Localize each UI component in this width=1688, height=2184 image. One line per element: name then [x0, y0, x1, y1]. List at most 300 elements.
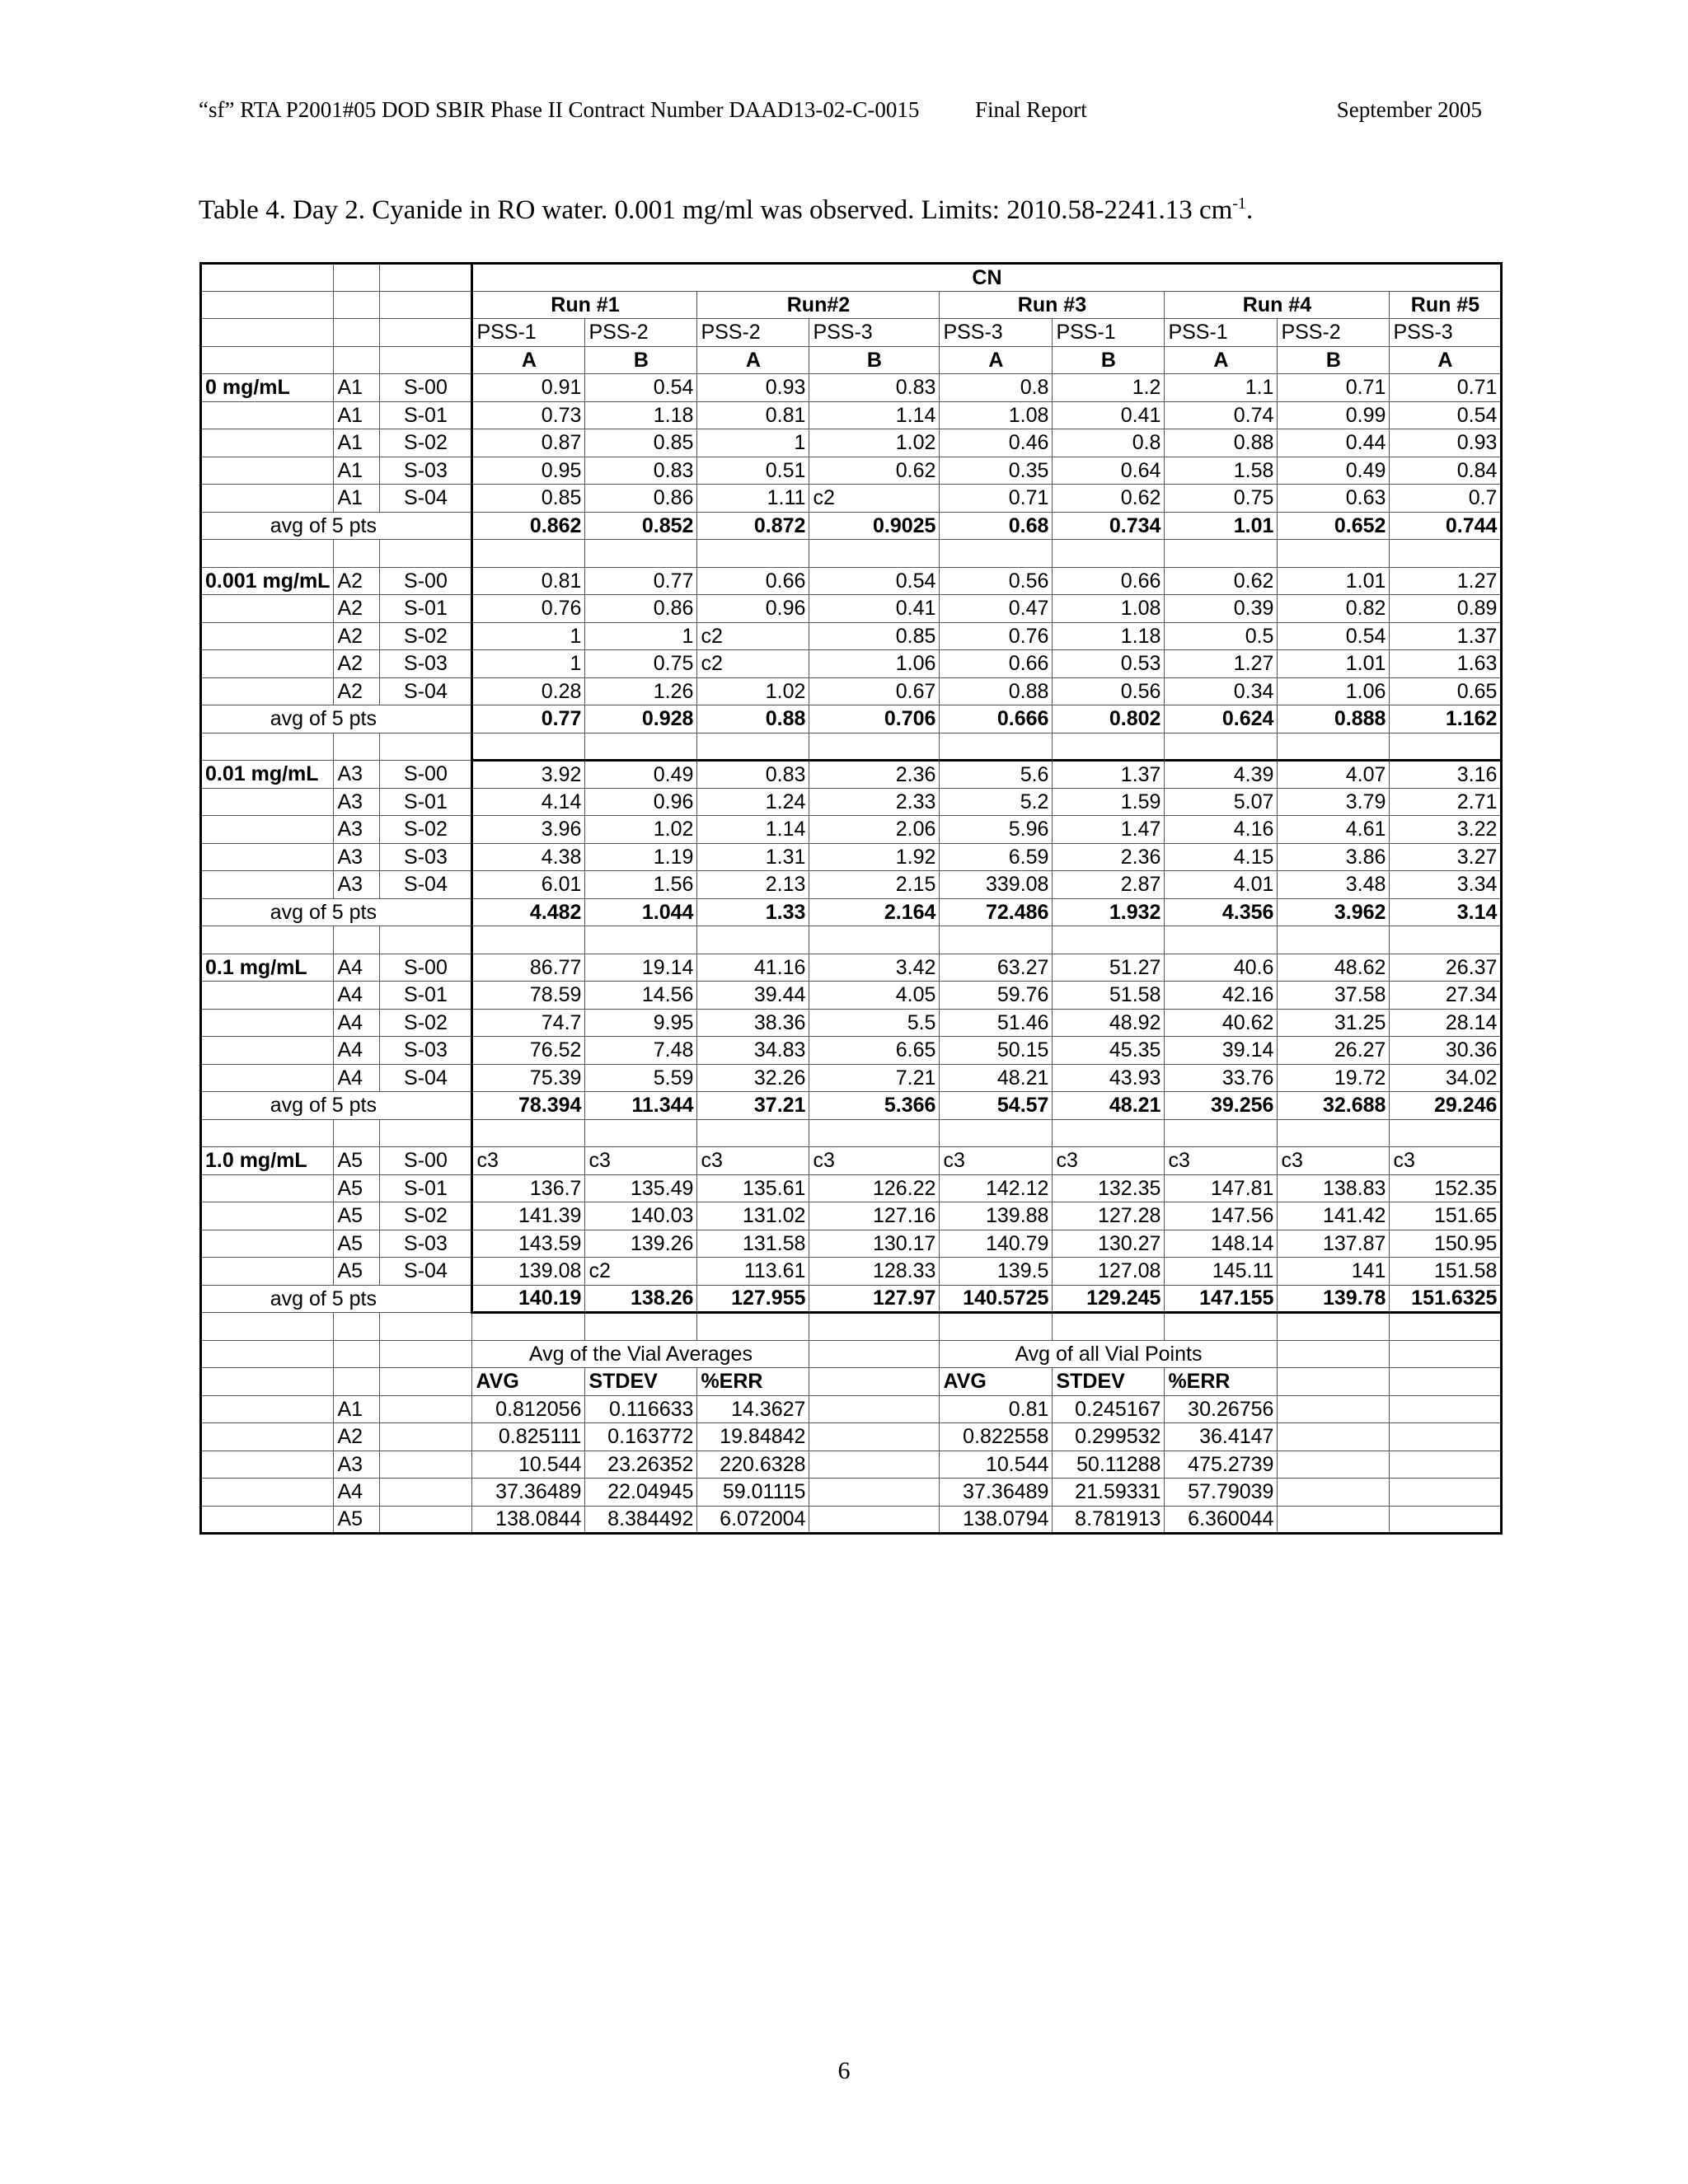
pss-header: PSS-3	[1390, 319, 1502, 347]
value-cell: 7.21	[809, 1064, 940, 1092]
value-cell: 0.77	[585, 567, 697, 595]
value-cell: 2.15	[809, 871, 940, 899]
value-cell: 59.76	[940, 982, 1053, 1010]
vial-cell: A4	[334, 954, 380, 982]
value-cell: 3.96	[472, 816, 585, 844]
vial-cell: A3	[334, 1451, 380, 1479]
vial-cell: A3	[334, 843, 380, 871]
value-cell: 9.95	[585, 1009, 697, 1037]
data-row	[201, 1230, 1502, 1258]
sample-cell: S-01	[380, 788, 472, 816]
summary-row	[201, 1479, 1502, 1507]
average-value: 1.33	[697, 898, 809, 926]
value-cell: 141.39	[472, 1202, 585, 1230]
summary-value: 0.81	[940, 1395, 1053, 1423]
empty-cell	[201, 401, 334, 429]
summary-value: 475.2739	[1165, 1451, 1278, 1479]
empty-cell	[1390, 1451, 1502, 1479]
value-cell: 0.41	[809, 595, 940, 623]
value-cell: 0.63	[1278, 485, 1390, 513]
empty-cell	[380, 291, 472, 319]
value-cell: 0.64	[1053, 457, 1165, 485]
value-cell: 3.92	[472, 761, 585, 789]
empty-cell	[380, 705, 472, 733]
avg-label: avg of 5 pts	[201, 1092, 380, 1120]
data-row	[201, 1064, 1502, 1092]
sample-cell: S-04	[380, 1258, 472, 1286]
value-cell: 0.66	[940, 650, 1053, 678]
value-cell: c3	[1053, 1147, 1165, 1175]
average-value: 3.14	[1390, 898, 1502, 926]
vial-cell: A2	[334, 650, 380, 678]
average-value: 127.97	[809, 1285, 940, 1313]
value-cell: 1.18	[1053, 622, 1165, 650]
value-cell: 0.34	[1165, 677, 1278, 705]
value-cell: 3.79	[1278, 788, 1390, 816]
vial-cell: A3	[334, 816, 380, 844]
value-cell: 1.01	[1278, 567, 1390, 595]
data-row	[201, 650, 1502, 678]
value-cell: 0.81	[697, 401, 809, 429]
sample-cell: S-04	[380, 485, 472, 513]
value-cell: 0.8	[940, 374, 1053, 402]
value-cell: c3	[1278, 1147, 1390, 1175]
empty-cell	[1278, 1506, 1390, 1534]
value-cell: 0.5	[1165, 622, 1278, 650]
value-cell: 132.35	[1053, 1174, 1165, 1202]
average-value: 0.888	[1278, 705, 1390, 733]
empty-cell	[201, 319, 334, 347]
value-cell: 1.01	[1278, 650, 1390, 678]
empty-cell	[334, 346, 380, 374]
average-value: 0.872	[697, 512, 809, 540]
value-cell: 19.14	[585, 954, 697, 982]
sample-cell: S-03	[380, 1230, 472, 1258]
empty-cell	[201, 1395, 334, 1423]
value-cell: 0.85	[585, 429, 697, 457]
value-cell: 0.71	[940, 485, 1053, 513]
run-header: Run #4	[1165, 291, 1390, 319]
value-cell: 127.16	[809, 1202, 940, 1230]
value-cell: 34.02	[1390, 1064, 1502, 1092]
summary-value: 0.163772	[585, 1423, 697, 1451]
empty-cell	[697, 1119, 809, 1147]
value-cell: 136.7	[472, 1174, 585, 1202]
sample-cell: S-00	[380, 1147, 472, 1175]
sample-cell: S-00	[380, 954, 472, 982]
empty-cell	[201, 1423, 334, 1451]
summary-row	[201, 1423, 1502, 1451]
ab-header: A	[940, 346, 1053, 374]
value-cell: 63.27	[940, 954, 1053, 982]
value-cell: 0.93	[1390, 429, 1502, 457]
summary-value: 8.384492	[585, 1506, 697, 1534]
value-cell: 1	[585, 622, 697, 650]
empty-cell	[201, 1064, 334, 1092]
value-cell: 0.56	[940, 567, 1053, 595]
summary-value: 10.544	[940, 1451, 1053, 1479]
average-value: 11.344	[585, 1092, 697, 1120]
value-cell: 0.83	[809, 374, 940, 402]
empty-cell	[201, 1479, 334, 1507]
value-cell: 130.27	[1053, 1230, 1165, 1258]
value-cell: 5.59	[585, 1064, 697, 1092]
vial-cell: A4	[334, 1009, 380, 1037]
empty-cell	[334, 926, 380, 954]
empty-cell	[380, 1119, 472, 1147]
average-value: 127.955	[697, 1285, 809, 1313]
empty-cell	[472, 1119, 585, 1147]
data-row	[201, 1037, 1502, 1065]
value-cell: 1.37	[1390, 622, 1502, 650]
value-cell: 131.02	[697, 1202, 809, 1230]
value-cell: 40.6	[1165, 954, 1278, 982]
pss-header: PSS-1	[1165, 319, 1278, 347]
empty-cell	[1165, 733, 1278, 761]
value-cell: 139.26	[585, 1230, 697, 1258]
value-cell: 1.08	[1053, 595, 1165, 623]
summary-value: 138.0844	[472, 1506, 585, 1534]
sample-cell: S-01	[380, 1174, 472, 1202]
empty-cell	[1390, 1395, 1502, 1423]
value-cell: 2.06	[809, 816, 940, 844]
empty-cell	[1165, 1313, 1278, 1341]
average-value: 0.744	[1390, 512, 1502, 540]
empty-cell	[1390, 540, 1502, 568]
sample-cell: S-01	[380, 595, 472, 623]
empty-cell	[1390, 1340, 1502, 1368]
value-cell: 0.71	[1390, 374, 1502, 402]
caption-tail: .	[1245, 195, 1254, 225]
empty-cell	[201, 1451, 334, 1479]
empty-cell	[1278, 1451, 1390, 1479]
summary-value: 0.299532	[1053, 1423, 1165, 1451]
summary-value: 6.360044	[1165, 1506, 1278, 1534]
empty-cell	[380, 319, 472, 347]
value-cell: 76.52	[472, 1037, 585, 1065]
value-cell: 4.39	[1165, 761, 1278, 789]
empty-cell	[380, 1479, 472, 1507]
value-cell: 0.46	[940, 429, 1053, 457]
empty-cell	[334, 1368, 380, 1396]
value-cell: 3.27	[1390, 843, 1502, 871]
empty-cell	[697, 1313, 809, 1341]
empty-cell	[809, 1340, 940, 1368]
value-cell: 0.49	[585, 761, 697, 789]
empty-cell	[809, 733, 940, 761]
value-cell: 40.62	[1165, 1009, 1278, 1037]
value-cell: 1.58	[1165, 457, 1278, 485]
empty-cell	[585, 1313, 697, 1341]
empty-cell	[809, 1479, 940, 1507]
value-cell: 39.44	[697, 982, 809, 1010]
vial-cell: A1	[334, 1395, 380, 1423]
value-cell: 28.14	[1390, 1009, 1502, 1037]
empty-cell	[1278, 1340, 1390, 1368]
empty-cell	[809, 1451, 940, 1479]
empty-cell	[201, 485, 334, 513]
summary-header: AVG	[940, 1368, 1053, 1396]
summary-value: 220.6328	[697, 1451, 809, 1479]
spacer-row	[201, 1313, 1502, 1341]
empty-cell	[472, 1313, 585, 1341]
value-cell: 1.47	[1053, 816, 1165, 844]
empty-cell	[697, 926, 809, 954]
concentration-label: 1.0 mg/mL	[201, 1147, 334, 1175]
empty-cell	[380, 264, 472, 292]
empty-cell	[334, 291, 380, 319]
value-cell: 127.28	[1053, 1202, 1165, 1230]
data-row	[201, 401, 1502, 429]
summary-value: 0.116633	[585, 1395, 697, 1423]
empty-cell	[201, 1313, 334, 1341]
ab-header: A	[697, 346, 809, 374]
value-cell: 4.61	[1278, 816, 1390, 844]
value-cell: 0.7	[1390, 485, 1502, 513]
empty-cell	[380, 926, 472, 954]
vial-cell: A1	[334, 429, 380, 457]
empty-cell	[697, 733, 809, 761]
value-cell: 37.58	[1278, 982, 1390, 1010]
empty-cell	[585, 1119, 697, 1147]
value-cell: 139.88	[940, 1202, 1053, 1230]
avg-label: avg of 5 pts	[201, 898, 380, 926]
summary-value: 37.36489	[940, 1479, 1053, 1507]
average-value: 78.394	[472, 1092, 585, 1120]
value-cell: 3.16	[1390, 761, 1502, 789]
empty-cell	[940, 540, 1053, 568]
value-cell: 1.14	[697, 816, 809, 844]
value-cell: c3	[1165, 1147, 1278, 1175]
average-row	[201, 512, 1502, 540]
value-cell: 48.62	[1278, 954, 1390, 982]
value-cell: 0.49	[1278, 457, 1390, 485]
value-cell: 3.86	[1278, 843, 1390, 871]
empty-cell	[334, 540, 380, 568]
value-cell: 5.96	[940, 816, 1053, 844]
value-cell: c3	[809, 1147, 940, 1175]
empty-cell	[585, 926, 697, 954]
value-cell: 140.03	[585, 1202, 697, 1230]
empty-cell	[472, 733, 585, 761]
summary-row	[201, 1395, 1502, 1423]
empty-cell	[201, 982, 334, 1010]
run-header-row	[201, 291, 1502, 319]
value-cell: 39.14	[1165, 1037, 1278, 1065]
pss-header-row	[201, 319, 1502, 347]
value-cell: 1.26	[585, 677, 697, 705]
value-cell: 151.58	[1390, 1258, 1502, 1286]
ab-header: B	[585, 346, 697, 374]
concentration-label: 0 mg/mL	[201, 374, 334, 402]
value-cell: 0.51	[697, 457, 809, 485]
empty-cell	[809, 1368, 940, 1396]
value-cell: 0.88	[940, 677, 1053, 705]
data-row	[201, 1174, 1502, 1202]
value-cell: 45.35	[1053, 1037, 1165, 1065]
value-cell: 2.36	[1053, 843, 1165, 871]
value-cell: 1.27	[1390, 567, 1502, 595]
value-cell: 4.01	[1165, 871, 1278, 899]
empty-cell	[585, 540, 697, 568]
value-cell: 1.37	[1053, 761, 1165, 789]
pss-header: PSS-1	[472, 319, 585, 347]
data-row	[201, 485, 1502, 513]
value-cell: 0.73	[472, 401, 585, 429]
value-cell: 0.54	[1390, 401, 1502, 429]
header-report-type: Final Report	[975, 97, 1087, 122]
empty-cell	[201, 677, 334, 705]
avg-label: avg of 5 pts	[201, 1285, 380, 1313]
empty-cell	[697, 540, 809, 568]
value-cell: 137.87	[1278, 1230, 1390, 1258]
value-cell: 86.77	[472, 954, 585, 982]
value-cell: 5.6	[940, 761, 1053, 789]
empty-cell	[380, 1285, 472, 1313]
concentration-label: 0.01 mg/mL	[201, 761, 334, 789]
value-cell: 3.48	[1278, 871, 1390, 899]
sample-cell: S-03	[380, 1037, 472, 1065]
vial-cell: A5	[334, 1202, 380, 1230]
empty-cell	[1390, 1313, 1502, 1341]
empty-cell	[380, 1092, 472, 1120]
value-cell: 0.76	[472, 595, 585, 623]
empty-cell	[1278, 1423, 1390, 1451]
average-value: 1.044	[585, 898, 697, 926]
summary-value: 22.04945	[585, 1479, 697, 1507]
empty-cell	[201, 1340, 334, 1368]
empty-cell	[809, 540, 940, 568]
value-cell: 1	[472, 650, 585, 678]
empty-cell	[380, 1423, 472, 1451]
value-cell: 142.12	[940, 1174, 1053, 1202]
empty-cell	[380, 1395, 472, 1423]
vial-cell: A5	[334, 1258, 380, 1286]
summary-header: %ERR	[1165, 1368, 1278, 1396]
sample-cell: S-04	[380, 1064, 472, 1092]
value-cell: 26.37	[1390, 954, 1502, 982]
summary-value: 37.36489	[472, 1479, 585, 1507]
value-cell: c2	[697, 622, 809, 650]
vial-cell: A3	[334, 788, 380, 816]
data-row	[201, 1009, 1502, 1037]
value-cell: 4.15	[1165, 843, 1278, 871]
average-row	[201, 1092, 1502, 1120]
page-number: 6	[837, 2057, 851, 2084]
ab-header: B	[1278, 346, 1390, 374]
value-cell: 51.27	[1053, 954, 1165, 982]
empty-cell	[380, 733, 472, 761]
value-cell: 6.65	[809, 1037, 940, 1065]
average-value: 72.486	[940, 898, 1053, 926]
empty-cell	[201, 1506, 334, 1534]
empty-cell	[809, 1119, 940, 1147]
data-row	[201, 954, 1502, 982]
summary-value: 0.825111	[472, 1423, 585, 1451]
summary-header-row	[201, 1368, 1502, 1396]
value-cell: 2.87	[1053, 871, 1165, 899]
value-cell: 128.33	[809, 1258, 940, 1286]
value-cell: 139.5	[940, 1258, 1053, 1286]
empty-cell	[1165, 540, 1278, 568]
value-cell: 0.93	[697, 374, 809, 402]
average-value: 151.6325	[1390, 1285, 1502, 1313]
average-value: 140.19	[472, 1285, 585, 1313]
value-cell: 0.99	[1278, 401, 1390, 429]
value-cell: 33.76	[1165, 1064, 1278, 1092]
average-value: 0.666	[940, 705, 1053, 733]
data-row	[201, 871, 1502, 899]
average-value: 0.652	[1278, 512, 1390, 540]
value-cell: 4.14	[472, 788, 585, 816]
average-value: 147.155	[1165, 1285, 1278, 1313]
value-cell: 7.48	[585, 1037, 697, 1065]
average-value: 138.26	[585, 1285, 697, 1313]
header-date: September 2005	[1336, 97, 1482, 122]
empty-cell	[1390, 926, 1502, 954]
empty-cell	[380, 1506, 472, 1534]
value-cell: c3	[472, 1147, 585, 1175]
value-cell: 0.89	[1390, 595, 1502, 623]
summary-value: 138.0794	[940, 1506, 1053, 1534]
value-cell: 48.21	[940, 1064, 1053, 1092]
average-value: 0.77	[472, 705, 585, 733]
average-value: 140.5725	[940, 1285, 1053, 1313]
vial-cell: A1	[334, 457, 380, 485]
summary-header: STDEV	[1053, 1368, 1165, 1396]
value-cell: 41.16	[697, 954, 809, 982]
empty-cell	[472, 540, 585, 568]
value-cell: 0.96	[697, 595, 809, 623]
summary-header: AVG	[472, 1368, 585, 1396]
sample-cell: S-03	[380, 843, 472, 871]
value-cell: 3.42	[809, 954, 940, 982]
avg-label: avg of 5 pts	[201, 705, 380, 733]
empty-cell	[201, 871, 334, 899]
analyte-row	[201, 264, 1502, 292]
value-cell: 0.76	[940, 622, 1053, 650]
sample-cell: S-02	[380, 429, 472, 457]
run-header: Run #3	[940, 291, 1165, 319]
data-row	[201, 1202, 1502, 1230]
empty-cell	[1278, 1368, 1390, 1396]
ab-header: A	[1390, 346, 1502, 374]
empty-cell	[940, 1313, 1053, 1341]
value-cell: 0.81	[472, 567, 585, 595]
value-cell: 147.81	[1165, 1174, 1278, 1202]
empty-cell	[380, 1340, 472, 1368]
value-cell: c2	[585, 1258, 697, 1286]
value-cell: 5.5	[809, 1009, 940, 1037]
value-cell: 126.22	[809, 1174, 940, 1202]
vial-cell: A4	[334, 1037, 380, 1065]
average-value: 2.164	[809, 898, 940, 926]
empty-cell	[809, 1423, 940, 1451]
value-cell: 75.39	[472, 1064, 585, 1092]
empty-cell	[809, 926, 940, 954]
value-cell: 145.11	[1165, 1258, 1278, 1286]
sample-cell: S-02	[380, 622, 472, 650]
sample-cell: S-00	[380, 567, 472, 595]
vial-cell: A3	[334, 871, 380, 899]
data-row	[201, 1147, 1502, 1175]
value-cell: 42.16	[1165, 982, 1278, 1010]
vial-cell: A5	[334, 1506, 380, 1534]
data-row	[201, 622, 1502, 650]
value-cell: 0.44	[1278, 429, 1390, 457]
value-cell: 5.07	[1165, 788, 1278, 816]
average-row	[201, 705, 1502, 733]
